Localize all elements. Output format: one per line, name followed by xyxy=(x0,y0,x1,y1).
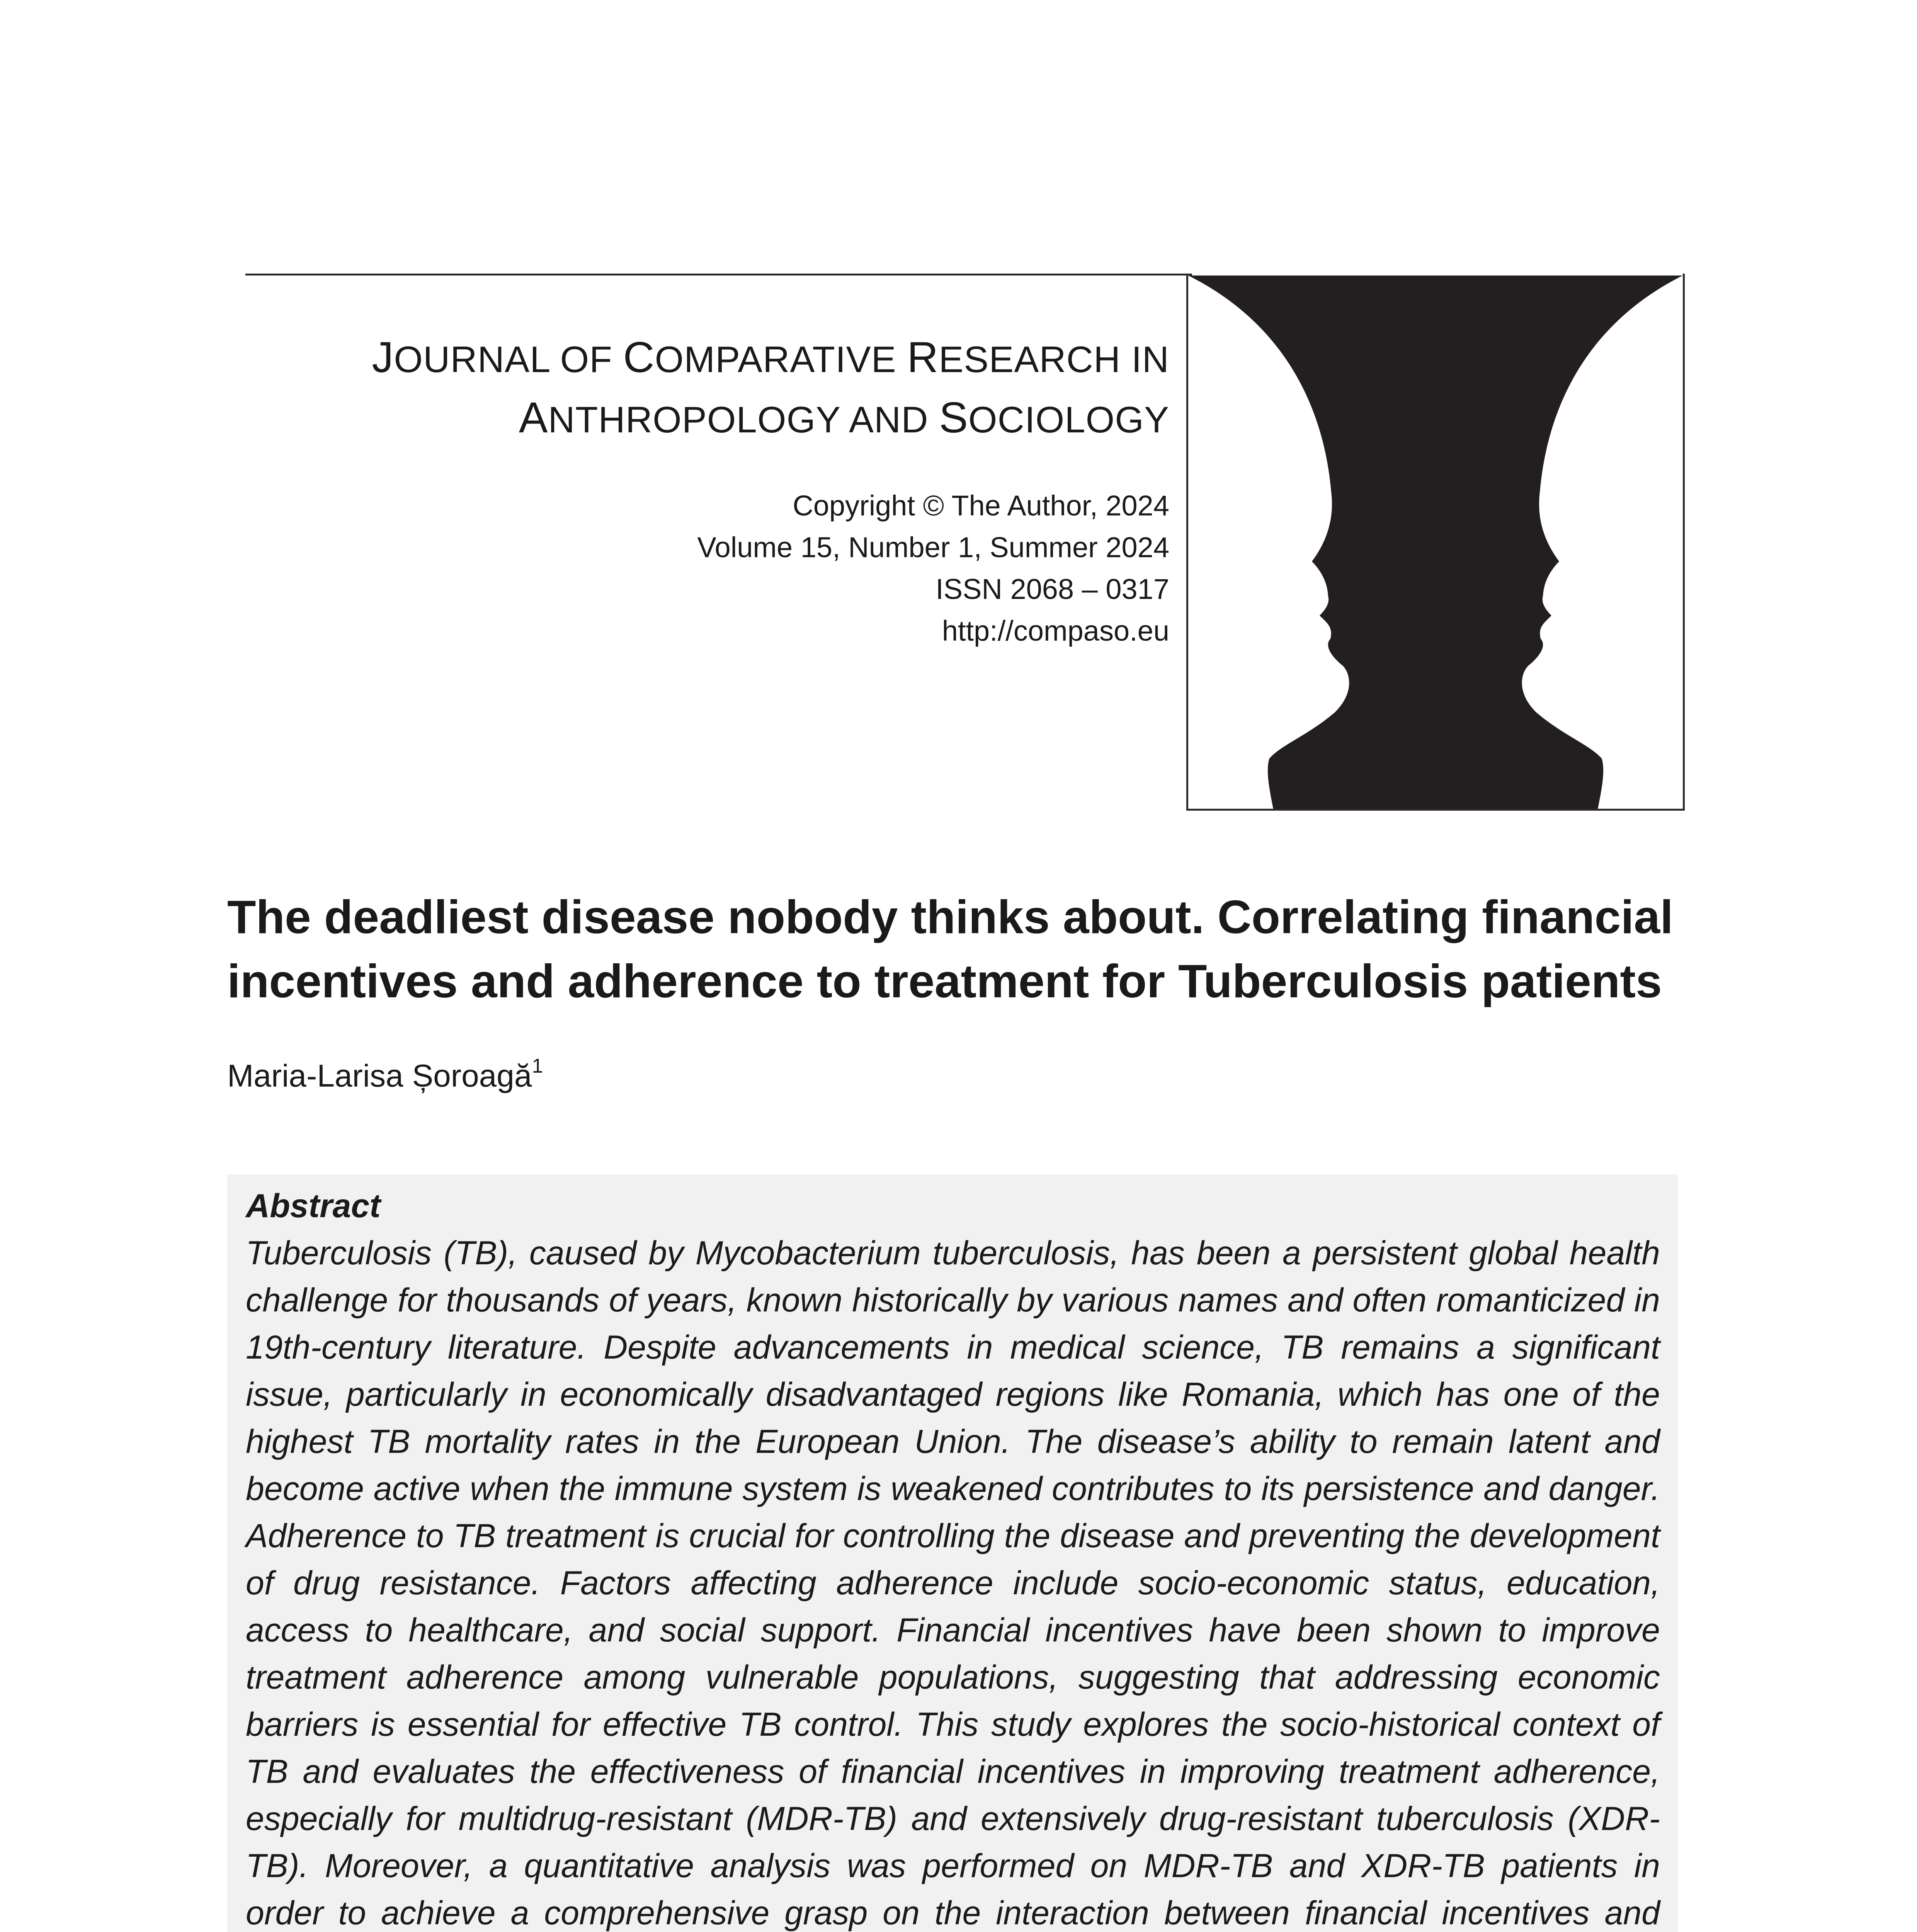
header-top-rule xyxy=(245,274,1192,276)
journal-title-word: NTHROPOLOGY AND xyxy=(548,399,939,440)
journal-title-initial: S xyxy=(939,393,968,442)
journal-issn: ISSN 2068 – 0317 xyxy=(936,573,1169,605)
journal-title-initial: C xyxy=(623,333,655,381)
journal-title-initial: J xyxy=(372,333,394,381)
journal-title-initial: A xyxy=(519,393,548,442)
author-footnote-mark[interactable]: 1 xyxy=(532,1055,543,1077)
journal-title-word: OCIOLOGY xyxy=(968,399,1169,440)
abstract-heading: Abstract xyxy=(246,1187,381,1225)
vase-silhouette xyxy=(1188,276,1683,809)
abstract-text: Tuberculosis (TB), caused by Mycobacterium tuberculosis, has been a persistent global health challenge for thousands of years, known historically by various names and often romanticized in 19th-century literature. Despite advancements in medical science, TB remains a significant issue, particularly in economically disadvantaged regions like Romania, which has one of the highest TB mortality rates in the European Union. The disease’s ability to remain latent and become active when the immune system is weakened contributes to its persistence and danger. Adherence to TB treatment is crucial for controlling the disease and preventing the development of drug resistance. Factors affecting adherence include socio-economic status, education, access to healthcare, and social support. Financial incentives have been shown to improve treatment adherence among vulnerable populations, suggesting that addressing economic barriers is essential for effective TB control. This study explores the socio-historical context of TB and evaluates the effectiveness of financial incentives in improving treatment adherence, especially for multidrug-resistant (MDR-TB) and extensively drug-resistant tuberculosis (XDR-TB). Moreover, a quantitative analysis was performed on MDR-TB and XDR-TB patients in order to achieve a comprehensive grasp on the interaction between financial incentives and xyxy=(246,1235,1660,1932)
logo-frame-right xyxy=(1683,274,1685,811)
logo-frame-bottom xyxy=(1186,809,1685,811)
author-name: Maria-Larisa Șoroagă xyxy=(227,1058,532,1094)
abstract-box xyxy=(227,1175,1678,1932)
journal-url-link[interactable]: http://compaso.eu xyxy=(942,615,1169,647)
journal-volume: Volume 15, Number 1, Summer 2024 xyxy=(697,531,1169,563)
journal-title-initial: R xyxy=(907,333,939,381)
journal-title-line-1 xyxy=(319,328,1169,389)
paper-title-line-2: incentives and adherence to treatment for Tuberculosis patients xyxy=(227,955,1662,1007)
journal-title xyxy=(319,328,1169,449)
journal-title-word: OURNAL OF xyxy=(394,339,623,380)
paper-title xyxy=(227,885,1696,1013)
journal-copyright: Copyright © The Author, 2024 xyxy=(793,490,1169,522)
author-line xyxy=(227,1055,543,1097)
journal-meta xyxy=(551,485,1169,652)
journal-title-line-2 xyxy=(319,389,1169,449)
paper-title-line-1: The deadliest disease nobody thinks about. Correlating financial xyxy=(227,891,1674,943)
journal-title-word: ESEARCH IN xyxy=(939,339,1169,380)
journal-title-word: OMPARATIVE xyxy=(655,339,907,380)
rubin-vase-logo-icon xyxy=(1188,276,1683,809)
